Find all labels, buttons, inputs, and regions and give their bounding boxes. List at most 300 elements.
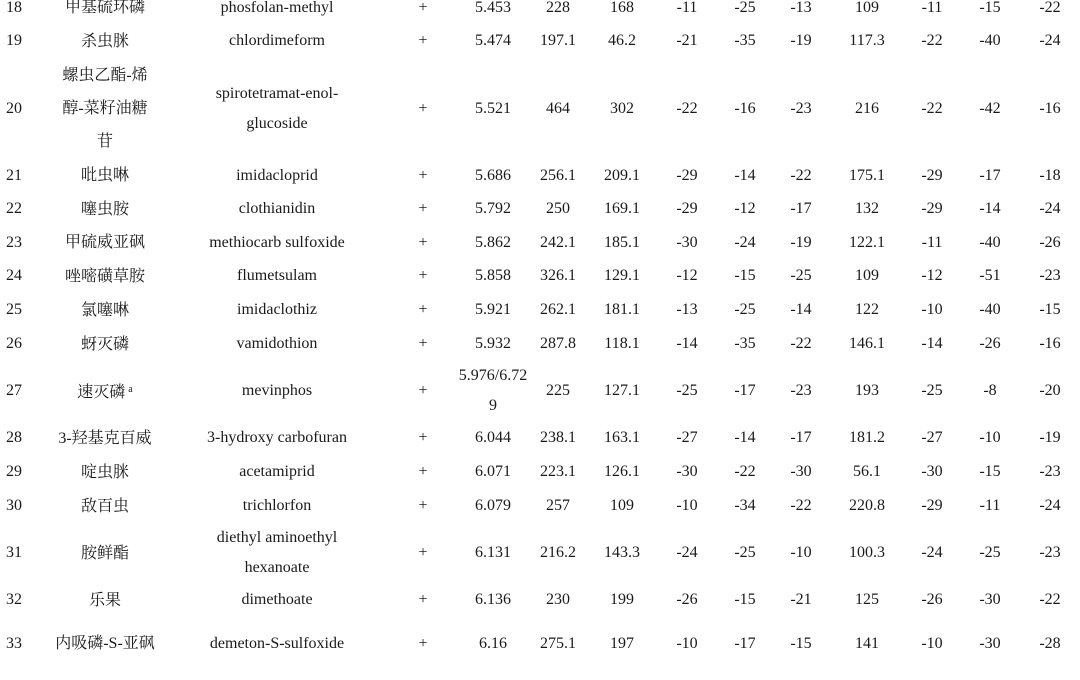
qualifier-param-3-text: -26 — [1039, 233, 1061, 251]
qualifier-param-1 — [904, 523, 960, 583]
retention-time — [458, 523, 528, 583]
precursor-ion — [528, 489, 588, 523]
quantifier-ion — [588, 24, 656, 58]
chinese-name-text: 啶虫脒 — [80, 463, 129, 481]
quantifier-param-1 — [656, 327, 718, 361]
qualifier-param-3-text: -24 — [1039, 200, 1061, 217]
ion-mode — [388, 523, 458, 583]
quantifier-ion-text: 169.1 — [604, 200, 640, 217]
quantifier-param-2-text: -25 — [734, 544, 756, 561]
retention-time-text: 6.16 — [479, 634, 507, 652]
quantifier-param-1 — [656, 583, 718, 617]
qualifier-ion — [830, 24, 904, 58]
qualifier-param-1-text: -10 — [921, 634, 943, 652]
qualifier-param-1 — [904, 259, 960, 293]
qualifier-param-1-text: -26 — [921, 591, 943, 608]
ion-mode — [388, 327, 458, 361]
quantifier-param-3-text: -30 — [790, 463, 812, 480]
quantifier-param-3-text: -19 — [790, 233, 812, 251]
chinese-name — [44, 489, 166, 523]
quantifier-param-2-text: -14 — [734, 166, 756, 184]
retention-time — [458, 58, 528, 159]
ion-mode-text: + — [418, 233, 428, 251]
quantifier-ion — [588, 489, 656, 523]
qualifier-param-2-text: -30 — [979, 591, 1001, 608]
precursor-ion — [528, 24, 588, 58]
ion-mode — [388, 421, 458, 455]
ion-mode — [388, 361, 458, 421]
quantifier-param-1-text: -30 — [676, 233, 698, 251]
qualifier-param-1 — [904, 489, 960, 523]
quantifier-param-2-text: -12 — [734, 200, 756, 217]
precursor-ion — [528, 293, 588, 327]
qualifier-ion-text: 100.3 — [849, 544, 885, 561]
qualifier-param-3 — [1020, 617, 1080, 670]
qualifier-param-3 — [1020, 24, 1080, 58]
retention-time-text: 5.474 — [475, 32, 511, 49]
quantifier-param-2-text: -24 — [734, 233, 756, 251]
quantifier-ion — [588, 226, 656, 259]
qualifier-param-2-text: -15 — [979, 463, 1001, 480]
qualifier-param-2-text: -51 — [979, 267, 1001, 284]
ion-mode-text: + — [418, 301, 428, 318]
qualifier-ion — [830, 617, 904, 670]
retention-time-text: 5.976/6.729 — [458, 367, 528, 414]
qualifier-ion — [830, 489, 904, 523]
qualifier-ion — [830, 259, 904, 293]
quantifier-param-1 — [656, 455, 718, 489]
retention-time — [458, 293, 528, 327]
english-name-text: vamidothion — [236, 335, 318, 352]
english-name — [166, 421, 388, 455]
qualifier-param-1 — [904, 361, 960, 421]
qualifier-param-2 — [960, 523, 1020, 583]
quantifier-param-2 — [718, 327, 772, 361]
chinese-name — [44, 24, 166, 58]
chinese-name — [44, 0, 166, 24]
quantifier-ion-text: 199 — [610, 591, 634, 608]
quantifier-param-2-text: -15 — [734, 267, 756, 284]
precursor-ion-text: 230 — [546, 591, 570, 608]
english-name — [166, 159, 388, 192]
precursor-ion-text: 464 — [546, 99, 570, 117]
qualifier-param-1-text: -29 — [921, 166, 943, 184]
retention-time-text: 5.453 — [475, 0, 511, 16]
qualifier-param-2 — [960, 489, 1020, 523]
compound-number — [0, 259, 44, 293]
qualifier-param-1-text: -11 — [921, 0, 943, 16]
quantifier-ion-text: 46.2 — [608, 32, 636, 49]
precursor-ion — [528, 421, 588, 455]
qualifier-param-1-text: -10 — [921, 301, 943, 318]
ion-mode-text: + — [418, 544, 428, 561]
retention-time — [458, 259, 528, 293]
quantifier-param-2-text: -17 — [734, 382, 756, 399]
qualifier-param-2 — [960, 226, 1020, 259]
compound-number-text: 18 — [6, 0, 22, 16]
chinese-name — [44, 523, 166, 583]
retention-time-text: 6.079 — [475, 497, 511, 514]
precursor-ion — [528, 0, 588, 24]
english-name — [166, 583, 388, 617]
qualifier-param-2-text: -42 — [979, 99, 1001, 117]
english-name-text: diethyl aminoethyl hexanoate — [216, 529, 338, 576]
quantifier-ion-text: 163.1 — [604, 429, 640, 446]
chinese-name-text: 甲硫威亚砜 — [64, 234, 145, 251]
quantifier-param-3-text: -22 — [790, 335, 812, 352]
quantifier-param-2-text: -17 — [734, 634, 756, 652]
precursor-ion — [528, 455, 588, 489]
ion-mode-text: + — [418, 497, 428, 514]
compound-number — [0, 523, 44, 583]
qualifier-param-1-text: -24 — [921, 544, 943, 561]
chinese-name-text: 内吸磷-S-亚砜 — [55, 635, 155, 652]
qualifier-param-2-text: -25 — [979, 544, 1001, 561]
retention-time — [458, 617, 528, 670]
quantifier-param-3-text: -13 — [790, 0, 812, 16]
quantifier-ion — [588, 617, 656, 670]
table-row — [0, 259, 1080, 293]
ion-mode-text: + — [418, 429, 428, 446]
qualifier-ion-text: 122 — [855, 301, 879, 318]
ion-mode-text: + — [418, 463, 428, 480]
table-row — [0, 192, 1080, 226]
quantifier-param-2-text: -16 — [734, 99, 756, 117]
qualifier-param-2 — [960, 421, 1020, 455]
quantifier-param-1 — [656, 0, 718, 24]
quantifier-ion-text: 143.3 — [604, 544, 640, 561]
quantifier-param-2 — [718, 617, 772, 670]
quantifier-param-2 — [718, 226, 772, 259]
precursor-ion-text: 287.8 — [540, 335, 576, 352]
compound-number — [0, 159, 44, 192]
retention-time-text: 5.521 — [475, 99, 511, 117]
qualifier-param-3-text: -28 — [1039, 634, 1061, 652]
qualifier-param-2 — [960, 259, 1020, 293]
chinese-name-text: 吡虫啉 — [80, 167, 129, 184]
compound-number-text: 33 — [6, 634, 22, 652]
quantifier-ion — [588, 327, 656, 361]
quantifier-param-1-text: -27 — [676, 429, 698, 446]
english-name-text: clothianidin — [238, 200, 316, 217]
quantifier-param-1-text: -13 — [676, 301, 698, 318]
quantifier-param-2 — [718, 455, 772, 489]
chinese-name-text: 螺虫乙酯-烯醇-菜籽油糖苷 — [62, 67, 148, 150]
qualifier-param-3-text: -22 — [1039, 0, 1061, 16]
qualifier-param-1-text: -22 — [921, 99, 943, 117]
ion-mode — [388, 24, 458, 58]
quantifier-param-1 — [656, 361, 718, 421]
retention-time — [458, 159, 528, 192]
compound-number-text: 32 — [6, 591, 22, 608]
english-name-text: dimethoate — [241, 591, 313, 608]
compound-number — [0, 421, 44, 455]
chinese-name-text: 3-羟基克百威 — [58, 429, 152, 447]
quantifier-ion-text: 302 — [610, 99, 634, 117]
qualifier-param-3 — [1020, 293, 1080, 327]
ion-mode — [388, 159, 458, 192]
qualifier-param-2-text: -10 — [979, 429, 1001, 446]
quantifier-param-1-text: -30 — [676, 463, 698, 480]
retention-time — [458, 361, 528, 421]
qualifier-ion-text: 141 — [855, 634, 879, 652]
precursor-ion-text: 238.1 — [540, 429, 576, 446]
retention-time-text: 5.932 — [475, 335, 511, 352]
quantifier-param-1 — [656, 159, 718, 192]
quantifier-param-3 — [772, 58, 830, 159]
ion-mode-text: + — [418, 634, 428, 652]
precursor-ion-text: 223.1 — [540, 463, 576, 480]
quantifier-param-3 — [772, 24, 830, 58]
compound-number-text: 22 — [6, 200, 22, 217]
compound-number — [0, 583, 44, 617]
quantifier-param-1 — [656, 523, 718, 583]
quantifier-ion-text: 129.1 — [604, 267, 640, 284]
precursor-ion-text: 228 — [546, 0, 570, 16]
qualifier-param-3 — [1020, 0, 1080, 24]
quantifier-ion — [588, 192, 656, 226]
table-row — [0, 617, 1080, 670]
qualifier-param-3-text: -19 — [1039, 429, 1061, 446]
compound-number-text: 25 — [6, 301, 22, 318]
quantifier-param-1 — [656, 259, 718, 293]
english-name — [166, 259, 388, 293]
quantifier-param-2 — [718, 489, 772, 523]
qualifier-param-1-text: -14 — [921, 335, 943, 352]
quantifier-ion-text: 181.1 — [604, 301, 640, 318]
retention-time-text: 5.862 — [475, 233, 511, 251]
quantifier-param-2-text: -35 — [734, 32, 756, 49]
ion-mode-text: + — [418, 591, 428, 608]
quantifier-ion-text: 197 — [610, 634, 634, 652]
quantifier-param-3 — [772, 455, 830, 489]
quantifier-param-1-text: -10 — [676, 634, 698, 652]
chinese-name — [44, 327, 166, 361]
english-name-text: 3-hydroxy carbofuran — [207, 429, 347, 446]
compound-number-text: 26 — [6, 335, 22, 352]
qualifier-param-3 — [1020, 361, 1080, 421]
compound-number-text: 29 — [6, 463, 22, 480]
quantifier-ion — [588, 0, 656, 24]
quantifier-param-1 — [656, 226, 718, 259]
qualifier-ion — [830, 58, 904, 159]
qualifier-ion — [830, 159, 904, 192]
qualifier-ion — [830, 455, 904, 489]
english-name-text: chlordimeform — [229, 32, 325, 49]
precursor-ion — [528, 192, 588, 226]
quantifier-param-2 — [718, 192, 772, 226]
quantifier-ion-text: 118.1 — [604, 335, 640, 352]
qualifier-param-1 — [904, 583, 960, 617]
ion-mode-text: + — [418, 335, 428, 352]
precursor-ion-text: 256.1 — [540, 166, 576, 184]
quantifier-param-1-text: -25 — [676, 382, 698, 399]
compound-number-text: 24 — [6, 267, 22, 284]
ion-mode — [388, 455, 458, 489]
compound-number-text: 19 — [6, 32, 22, 49]
ion-mode-text: + — [418, 200, 428, 217]
english-name-text: imidaclothiz — [237, 301, 317, 318]
quantifier-param-3 — [772, 583, 830, 617]
ion-mode — [388, 259, 458, 293]
quantifier-param-3-text: -23 — [790, 99, 812, 117]
qualifier-param-3-text: -24 — [1039, 497, 1061, 514]
qualifier-param-1 — [904, 421, 960, 455]
quantifier-ion — [588, 361, 656, 421]
quantifier-ion — [588, 58, 656, 159]
table-row — [0, 361, 1080, 421]
compound-number-text: 31 — [6, 544, 22, 561]
quantifier-param-3-text: -22 — [790, 166, 812, 184]
english-name-text: flumetsulam — [237, 267, 317, 284]
qualifier-param-3-text: -24 — [1039, 32, 1061, 49]
compound-number — [0, 489, 44, 523]
table-row — [0, 523, 1080, 583]
qualifier-ion — [830, 583, 904, 617]
retention-time-text: 6.136 — [475, 591, 511, 608]
retention-time-text: 5.792 — [475, 200, 511, 217]
qualifier-param-2 — [960, 0, 1020, 24]
retention-time — [458, 421, 528, 455]
quantifier-param-2-text: -14 — [734, 429, 756, 446]
retention-time — [458, 0, 528, 24]
quantifier-ion — [588, 455, 656, 489]
qualifier-param-3 — [1020, 58, 1080, 159]
quantifier-param-1-text: -14 — [676, 335, 698, 352]
ion-mode — [388, 226, 458, 259]
quantifier-ion — [588, 259, 656, 293]
compound-number — [0, 327, 44, 361]
quantifier-param-1-text: -21 — [676, 32, 698, 49]
qualifier-param-2 — [960, 583, 1020, 617]
qualifier-ion-text: 175.1 — [849, 166, 885, 184]
quantifier-param-1 — [656, 617, 718, 670]
quantifier-param-3-text: -17 — [790, 429, 812, 446]
retention-time — [458, 24, 528, 58]
qualifier-param-3 — [1020, 259, 1080, 293]
qualifier-ion-text: 220.8 — [849, 497, 885, 514]
qualifier-ion — [830, 361, 904, 421]
compound-number — [0, 24, 44, 58]
retention-time — [458, 455, 528, 489]
quantifier-param-1 — [656, 58, 718, 159]
quantifier-param-3 — [772, 489, 830, 523]
qualifier-param-1-text: -25 — [921, 382, 943, 399]
table-row — [0, 0, 1080, 24]
chinese-name — [44, 421, 166, 455]
english-name — [166, 327, 388, 361]
english-name-text: imidacloprid — [236, 166, 318, 184]
quantifier-param-1-text: -29 — [676, 200, 698, 217]
qualifier-param-2-text: -40 — [979, 32, 1001, 49]
qualifier-ion-text: 109 — [855, 267, 879, 284]
qualifier-ion-text: 146.1 — [849, 335, 885, 352]
retention-time-text: 6.044 — [475, 429, 511, 446]
qualifier-ion-text: 216 — [855, 99, 879, 117]
precursor-ion-text: 225 — [546, 382, 570, 399]
quantifier-param-1-text: -12 — [676, 267, 698, 284]
chinese-name-text: 杀虫脒 — [80, 32, 129, 50]
qualifier-param-1-text: -29 — [921, 497, 943, 514]
chinese-name — [44, 259, 166, 293]
quantifier-param-3-text: -10 — [790, 544, 812, 561]
quantifier-ion — [588, 583, 656, 617]
chinese-name-text: 氯噻啉 — [80, 301, 129, 319]
quantifier-ion-text: 109 — [610, 497, 634, 514]
compound-number — [0, 192, 44, 226]
chinese-name-text: 速灭磷 — [77, 384, 126, 401]
qualifier-ion-text: 193 — [855, 382, 879, 399]
qualifier-ion-text: 181.2 — [849, 429, 885, 446]
quantifier-param-3-text: -17 — [790, 200, 812, 217]
quantifier-param-1-text: -22 — [676, 99, 698, 117]
quantifier-ion-text: 168 — [610, 0, 634, 16]
qualifier-param-1-text: -27 — [921, 429, 943, 446]
chinese-name-text: 乐果 — [88, 591, 121, 609]
quantifier-param-1 — [656, 489, 718, 523]
ion-mode-text: + — [418, 99, 428, 117]
precursor-ion-text: 275.1 — [540, 634, 576, 652]
qualifier-param-1 — [904, 58, 960, 159]
qualifier-param-2 — [960, 617, 1020, 670]
retention-time-text: 6.131 — [475, 544, 511, 561]
qualifier-param-2 — [960, 327, 1020, 361]
english-name-text: trichlorfon — [242, 497, 312, 514]
chinese-name — [44, 361, 166, 421]
english-name — [166, 455, 388, 489]
qualifier-ion — [830, 327, 904, 361]
table-row — [0, 58, 1080, 159]
table-row — [0, 293, 1080, 327]
ion-mode — [388, 0, 458, 24]
quantifier-param-1 — [656, 24, 718, 58]
english-name — [166, 523, 388, 583]
chinese-name-text: 唑嘧磺草胺 — [64, 267, 145, 285]
qualifier-ion — [830, 192, 904, 226]
qualifier-param-1 — [904, 455, 960, 489]
english-name — [166, 226, 388, 259]
compound-number — [0, 455, 44, 489]
quantifier-param-3-text: -25 — [790, 267, 812, 284]
ion-mode-text: + — [418, 267, 428, 284]
chinese-name — [44, 455, 166, 489]
qualifier-ion-text: 122.1 — [849, 233, 885, 251]
ion-mode — [388, 583, 458, 617]
qualifier-param-3-text: -15 — [1039, 301, 1061, 318]
qualifier-param-3-text: -18 — [1039, 166, 1061, 184]
precursor-ion — [528, 361, 588, 421]
compound-number — [0, 226, 44, 259]
ion-mode-text: + — [418, 0, 428, 16]
chinese-name — [44, 617, 166, 670]
qualifier-param-1-text: -30 — [921, 463, 943, 480]
quantifier-param-2 — [718, 159, 772, 192]
qualifier-param-1 — [904, 192, 960, 226]
qualifier-param-1-text: -29 — [921, 200, 943, 217]
qualifier-param-3 — [1020, 327, 1080, 361]
precursor-ion-text: 197.1 — [540, 32, 576, 49]
quantifier-param-3-text: -14 — [790, 301, 812, 318]
quantifier-param-1-text: -11 — [676, 0, 698, 16]
precursor-ion — [528, 58, 588, 159]
qualifier-param-1 — [904, 293, 960, 327]
quantifier-param-3-text: -21 — [790, 591, 812, 608]
qualifier-param-3-text: -22 — [1039, 591, 1061, 608]
quantifier-ion — [588, 421, 656, 455]
quantifier-param-3 — [772, 226, 830, 259]
quantifier-ion — [588, 523, 656, 583]
quantifier-param-2 — [718, 421, 772, 455]
